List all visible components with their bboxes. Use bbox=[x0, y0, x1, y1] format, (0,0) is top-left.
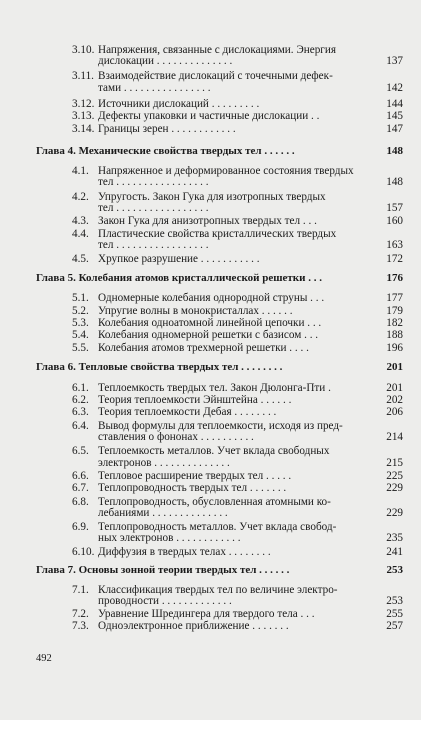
toc-page-number: 253 bbox=[386, 595, 403, 607]
toc-title: Границы зерен . . . . . . . . . . . . bbox=[98, 123, 236, 135]
toc-page-number: 177 bbox=[386, 292, 403, 304]
toc-section-number: 4.2. bbox=[72, 191, 89, 203]
toc-page-number: 144 bbox=[386, 98, 403, 110]
toc-section-number: 5.5. bbox=[72, 342, 89, 354]
toc-title: Глава 6. Тепловые свойства твердых тел . . . . . . . . bbox=[36, 361, 283, 373]
toc-entry bbox=[0, 546, 421, 559]
toc-section-number: 6.8. bbox=[72, 496, 89, 508]
toc-section-number: 6.4. bbox=[72, 420, 89, 432]
toc-section-number: 5.4. bbox=[72, 329, 89, 341]
toc-section-number: 7.1. bbox=[72, 584, 89, 596]
toc-title: Колебания одномерной решетки с базисом . . . bbox=[98, 329, 319, 341]
toc-title: Уравнение Шредингера для твердого тела . . . bbox=[98, 608, 315, 620]
toc-page-number: 206 bbox=[386, 406, 403, 418]
toc-title: Закон Гука для анизотропных твердых тел . . . bbox=[98, 215, 317, 227]
toc-title: Глава 5. Колебания атомов кристаллической решетки . . . bbox=[36, 272, 322, 284]
toc-entry bbox=[0, 176, 421, 189]
toc-section-number: 4.3. bbox=[72, 215, 89, 227]
toc-title: тами . . . . . . . . . . . . . . . . bbox=[98, 82, 211, 94]
toc-entry bbox=[0, 507, 421, 520]
toc-section-number: 3.12. bbox=[72, 98, 95, 110]
toc-title: ных электронов . . . . . . . . . . . . bbox=[98, 532, 241, 544]
toc-section-number: 5.3. bbox=[72, 317, 89, 329]
toc-entry bbox=[0, 482, 421, 495]
toc-entry bbox=[0, 239, 421, 252]
toc-section-number: 5.1. bbox=[72, 292, 89, 304]
toc-entry bbox=[0, 406, 421, 419]
toc-entry bbox=[0, 620, 421, 633]
toc-page-number: 229 bbox=[386, 507, 403, 519]
toc-chapter-heading bbox=[0, 564, 421, 577]
page-number: 492 bbox=[36, 653, 52, 664]
toc-entry bbox=[0, 532, 421, 545]
toc-page-number: 163 bbox=[386, 239, 403, 251]
toc-page-number: 179 bbox=[386, 305, 403, 317]
toc-section-number: 6.10. bbox=[72, 546, 95, 558]
toc-page-number: 196 bbox=[386, 342, 403, 354]
toc-entry bbox=[0, 595, 421, 608]
toc-title: Напряжения, связанные с дислокациями. Энергия bbox=[98, 44, 337, 56]
toc-entry bbox=[0, 215, 421, 228]
toc-section-number: 3.11. bbox=[72, 70, 94, 82]
toc-page-number: 148 bbox=[386, 145, 403, 157]
toc-section-number: 6.3. bbox=[72, 406, 89, 418]
toc-page-number: 229 bbox=[386, 482, 403, 494]
toc-title: Упругие волны в монокристаллах . . . . . . bbox=[98, 305, 293, 317]
toc-page-number: 215 bbox=[386, 457, 403, 469]
toc-page-number: 188 bbox=[386, 329, 403, 341]
toc-chapter-heading bbox=[0, 272, 421, 285]
toc-title: Диффузия в твердых телах . . . . . . . . bbox=[98, 546, 271, 558]
toc-page-number: 201 bbox=[386, 361, 403, 373]
toc-entry bbox=[0, 292, 421, 305]
toc-page-number: 145 bbox=[386, 110, 403, 122]
toc-section-number: 4.4. bbox=[72, 228, 89, 240]
toc-section-number: 4.1. bbox=[72, 165, 89, 177]
toc-title: тел . . . . . . . . . . . . . . . . . bbox=[98, 176, 209, 188]
toc-title: Одномерные колебания однородной струны . . . bbox=[98, 292, 325, 304]
toc-title: Пластические свойства кристаллических твердых bbox=[98, 228, 337, 240]
toc-section-number: 5.2. bbox=[72, 305, 89, 317]
toc-page-number: 142 bbox=[386, 82, 403, 94]
toc-page-number: 225 bbox=[386, 470, 403, 482]
toc-title: Напряженное и деформированное состояния твердых bbox=[98, 165, 354, 177]
toc-title: электронов . . . . . . . . . . . . . . bbox=[98, 457, 230, 469]
toc-entry bbox=[0, 253, 421, 266]
toc-page-number: 182 bbox=[386, 317, 403, 329]
toc-title: Колебания одноатомной линейной цепочки . . . bbox=[98, 317, 322, 329]
toc-title: Одноэлектронное приближение . . . . . . . bbox=[98, 620, 289, 632]
toc-title: Глава 7. Основы зонной теории твердых тел . . . . . . bbox=[36, 564, 290, 576]
toc-section-number: 4.5. bbox=[72, 253, 89, 265]
toc-title: проводности . . . . . . . . . . . . . bbox=[98, 595, 232, 607]
toc-entry bbox=[0, 55, 421, 68]
toc-page-number: 214 bbox=[386, 431, 403, 443]
toc-page-number: 257 bbox=[386, 620, 403, 632]
toc-title: Теория теплоемкости Дебая . . . . . . . . bbox=[98, 406, 277, 418]
toc-entry bbox=[0, 329, 421, 342]
toc-page-number: 255 bbox=[386, 608, 403, 620]
toc-page-number: 235 bbox=[386, 532, 403, 544]
toc-title: Теория теплоемкости Эйнштейна . . . . . . bbox=[98, 394, 292, 406]
toc-chapter-heading bbox=[0, 145, 421, 158]
toc-title: дислокации . . . . . . . . . . . . . . bbox=[98, 55, 233, 67]
toc-title: Вывод формулы для теплоемкости, исходя из пред- bbox=[98, 420, 343, 432]
toc-title: Теплопроводность металлов. Учет вклада свобод- bbox=[98, 521, 337, 533]
toc-entry bbox=[0, 457, 421, 470]
toc-section-number: 6.7. bbox=[72, 482, 89, 494]
toc-title: ставления о фононах . . . . . . . . . . bbox=[98, 431, 254, 443]
toc-entry bbox=[0, 110, 421, 123]
toc-page-number: 201 bbox=[386, 382, 403, 394]
toc-section-number: 3.10. bbox=[72, 44, 95, 56]
toc-title: Классификация твердых тел по величине электро- bbox=[98, 584, 338, 596]
toc-title: Взаимодействие дислокаций с точечными дефек- bbox=[98, 70, 333, 82]
toc-section-number: 6.9. bbox=[72, 521, 89, 533]
toc-page-number: 160 bbox=[386, 215, 403, 227]
toc-entry bbox=[0, 82, 421, 95]
toc-page-number: 157 bbox=[386, 202, 403, 214]
toc-title: Теплопроводность, обусловленная атомными ко- bbox=[98, 496, 331, 508]
toc-section-number: 6.1. bbox=[72, 382, 89, 394]
toc-title: Теплопроводность твердых тел . . . . . . . bbox=[98, 482, 287, 494]
toc-title: Колебания атомов трехмерной решетки . . . . bbox=[98, 342, 309, 354]
toc-section-number: 6.5. bbox=[72, 445, 89, 457]
toc-title: Источники дислокаций . . . . . . . . . bbox=[98, 98, 260, 110]
toc-title: тел . . . . . . . . . . . . . . . . . bbox=[98, 239, 209, 251]
toc-entry bbox=[0, 123, 421, 136]
toc-section-number: 6.2. bbox=[72, 394, 89, 406]
toc-title: Хрупкое разрушение . . . . . . . . . . . bbox=[98, 253, 260, 265]
toc-page-number: 176 bbox=[386, 272, 403, 284]
toc-page-number: 172 bbox=[386, 253, 403, 265]
toc-title: Тепловое расширение твердых тел . . . . . bbox=[98, 470, 292, 482]
toc-entry bbox=[0, 431, 421, 444]
toc-title: Дефекты упаковки и частичные дислокации . . bbox=[98, 110, 320, 122]
toc-section-number: 3.13. bbox=[72, 110, 95, 122]
toc-title: Теплоемкость металлов. Учет вклада свободных bbox=[98, 445, 330, 457]
toc-section-number: 6.6. bbox=[72, 470, 89, 482]
toc-page-number: 147 bbox=[386, 123, 403, 135]
toc-chapter-heading bbox=[0, 361, 421, 374]
toc-section-number: 3.14. bbox=[72, 123, 95, 135]
toc-page-number: 253 bbox=[386, 564, 403, 576]
toc-page-number: 137 bbox=[386, 55, 403, 67]
toc-title: Упругость. Закон Гука для изотропных твердых bbox=[98, 191, 326, 203]
toc-page-number: 202 bbox=[386, 394, 403, 406]
toc-page-number: 148 bbox=[386, 176, 403, 188]
toc-entry bbox=[0, 342, 421, 355]
toc-title: Глава 4. Механические свойства твердых тел . . . . . . bbox=[36, 145, 295, 157]
toc-page-number: 241 bbox=[386, 546, 403, 558]
toc-entry bbox=[0, 202, 421, 215]
toc-title: тел . . . . . . . . . . . . . . . . . bbox=[98, 202, 209, 214]
toc-title: Теплоемкость твердых тел. Закон Дюлонга-Пти . bbox=[98, 382, 331, 394]
toc-section-number: 7.3. bbox=[72, 620, 89, 632]
toc-title: лебаниями . . . . . . . . . . . . . . bbox=[98, 507, 228, 519]
toc-section-number: 7.2. bbox=[72, 608, 89, 620]
